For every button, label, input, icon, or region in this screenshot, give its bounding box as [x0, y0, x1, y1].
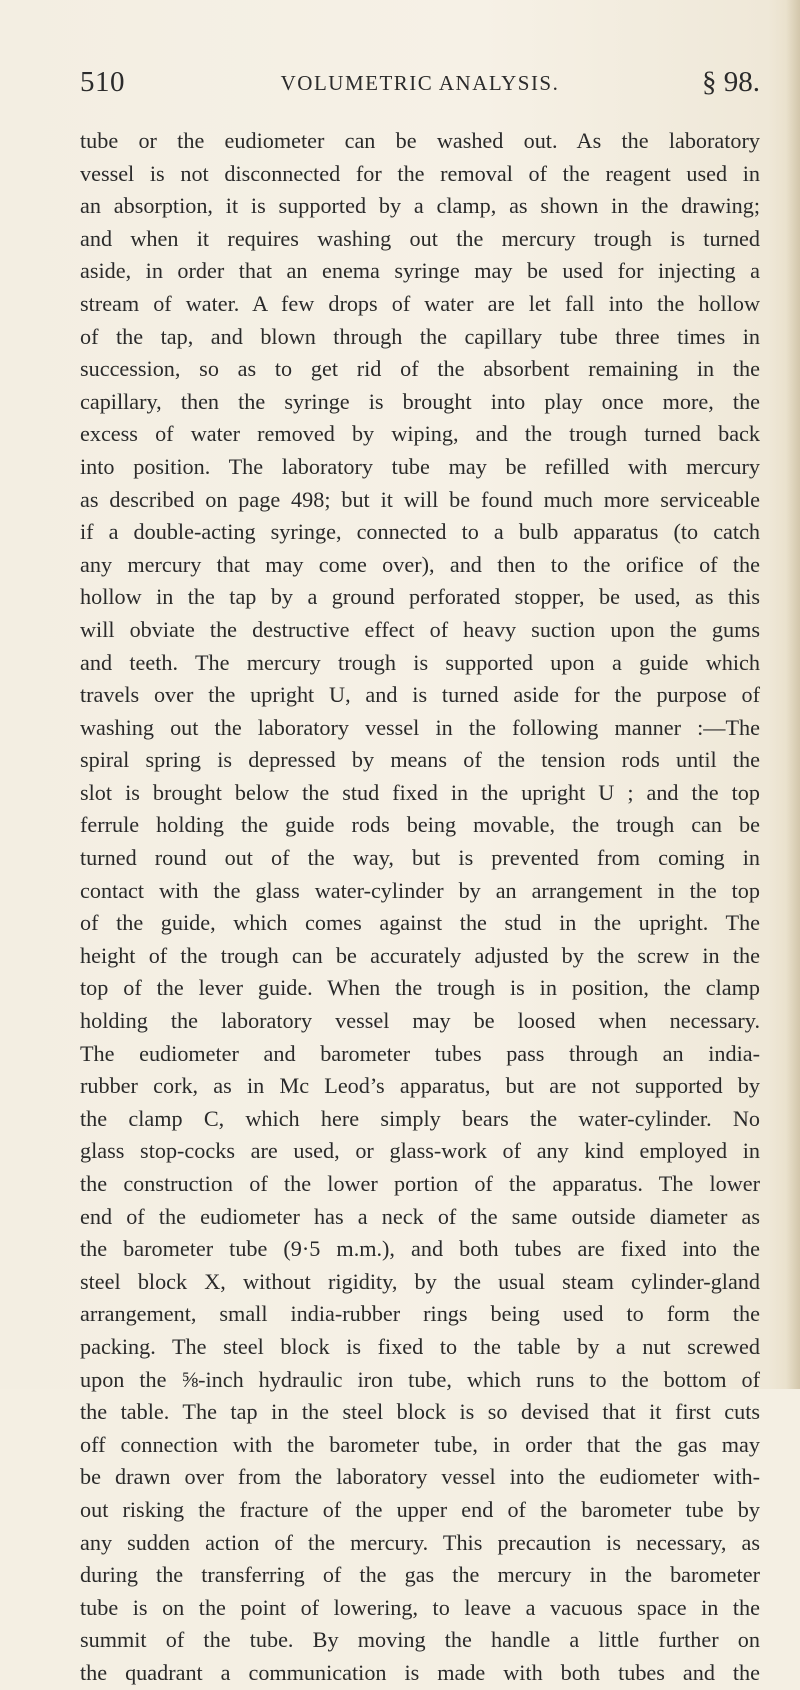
text-line: height of the trough can be accurately adjusted by the screw in the: [80, 942, 760, 968]
text-line: arrangement, small india-rubber rings being used to form the: [80, 1301, 760, 1327]
running-title: VOLUMETRIC ANALYSIS.: [280, 71, 560, 95]
text-line: turned round out of the way, but is prevented from coming in: [80, 845, 760, 871]
text-line: spiral spring is depressed by means of the tension rods until the: [80, 747, 760, 773]
text-line: the quadrant a communication is made with both tubes and the: [80, 1659, 760, 1685]
text-line: into position. The laboratory tube may be refilled with mercury: [80, 453, 760, 479]
text-line: the construction of the lower portion of the apparatus. The lower: [80, 1171, 760, 1196]
text-line: tube or the eudiometer can be washed out. As the laboratory: [80, 128, 760, 153]
text-line: hollow in the tap by a ground perforated stopper, be used, as this: [80, 584, 760, 610]
text-line: off connection with the barometer tube, in order that the gas may: [80, 1431, 760, 1457]
text-line: summit of the tube. By moving the handle a little further on: [80, 1627, 760, 1653]
text-line: capillary, then the syringe is brought into play once more, the: [80, 388, 760, 414]
text-line: be drawn over from the laboratory vessel into the eudiometer with-: [80, 1464, 760, 1490]
text-line: if a double-acting syringe, connected to a bulb apparatus (to catch: [80, 519, 760, 545]
text-line: stream of water. A few drops of water are let fall into the hollow: [80, 290, 760, 316]
text-line: out risking the fracture of the upper end of the barometer tube by: [80, 1496, 760, 1522]
text-line: as described on page 498; but it will be found much more serviceable: [80, 486, 760, 512]
section-number: § 98.: [702, 66, 760, 98]
body-text: [80, 125, 760, 1690]
text-line: any sudden action of the mercury. This precaution is necessary, as: [80, 1529, 760, 1555]
text-line: the barometer tube (9·5 m.m.), and both tubes are fixed into the: [80, 1236, 760, 1262]
text-line: and when it requires washing out the mercury trough is turned: [80, 225, 760, 251]
text-line: glass stop-cocks are used, or glass-work of any kind employed in: [80, 1138, 760, 1164]
text-line: top of the lever guide. When the trough is in position, the clamp: [80, 975, 760, 1001]
text-line: the clamp C, which here simply bears the water-cylinder. No: [80, 1105, 760, 1131]
text-line: packing. The steel block is fixed to the table by a nut screwed: [80, 1333, 760, 1359]
text-line: vessel is not disconnected for the removal of the reagent used in: [80, 160, 760, 186]
text-line: The eudiometer and barometer tubes pass through an india-: [80, 1040, 760, 1066]
text-line: succession, so as to get rid of the absorbent remaining in the: [80, 356, 760, 382]
text-line: any mercury that may come over), and then to the orifice of the: [80, 551, 760, 577]
page-edge-shadow: [786, 0, 800, 1389]
running-header: [80, 66, 760, 106]
text-line: slot is brought below the stud fixed in the upright U ; and the top: [80, 779, 760, 805]
text-line: steel block X, without rigidity, by the usual steam cylinder-gland: [80, 1268, 760, 1294]
text-line: excess of water removed by wiping, and the trough turned back: [80, 421, 760, 447]
text-line: an absorption, it is supported by a clamp, as shown in the drawing;: [80, 193, 760, 219]
text-line: washing out the laboratory vessel in the following manner :—The: [80, 714, 760, 740]
text-line: holding the laboratory vessel may be loosed when necessary.: [80, 1008, 760, 1034]
text-line: will obviate the destructive effect of heavy suction upon the gums: [80, 616, 760, 642]
text-line: end of the eudiometer has a neck of the same outside diameter as: [80, 1203, 760, 1229]
text-line: travels over the upright U, and is turned aside for the purpose of: [80, 682, 760, 708]
text-line: the table. The tap in the steel block is so devised that it first cuts: [80, 1399, 760, 1425]
text-line: ferrule holding the guide rods being movable, the trough can be: [80, 812, 760, 838]
text-line: rubber cork, as in Mc Leod’s apparatus, but are not supported by: [80, 1073, 760, 1099]
text-line: contact with the glass water-cylinder by an arrangement in the top: [80, 877, 760, 903]
page-number: 510: [80, 66, 125, 98]
text-line: aside, in order that an enema syringe may be used for injecting a: [80, 258, 760, 284]
text-line: of the tap, and blown through the capillary tube three times in: [80, 323, 760, 349]
text-line: and teeth. The mercury trough is supported upon a guide which: [80, 649, 760, 675]
text-line: during the transferring of the gas the mercury in the barometer: [80, 1562, 760, 1588]
text-line: of the guide, which comes against the stud in the upright. The: [80, 910, 760, 936]
text-line: tube is on the point of lowering, to leave a vacuous space in the: [80, 1594, 760, 1620]
text-line: upon the ⅝-inch hydraulic iron tube, which runs to the bottom of: [80, 1366, 760, 1392]
